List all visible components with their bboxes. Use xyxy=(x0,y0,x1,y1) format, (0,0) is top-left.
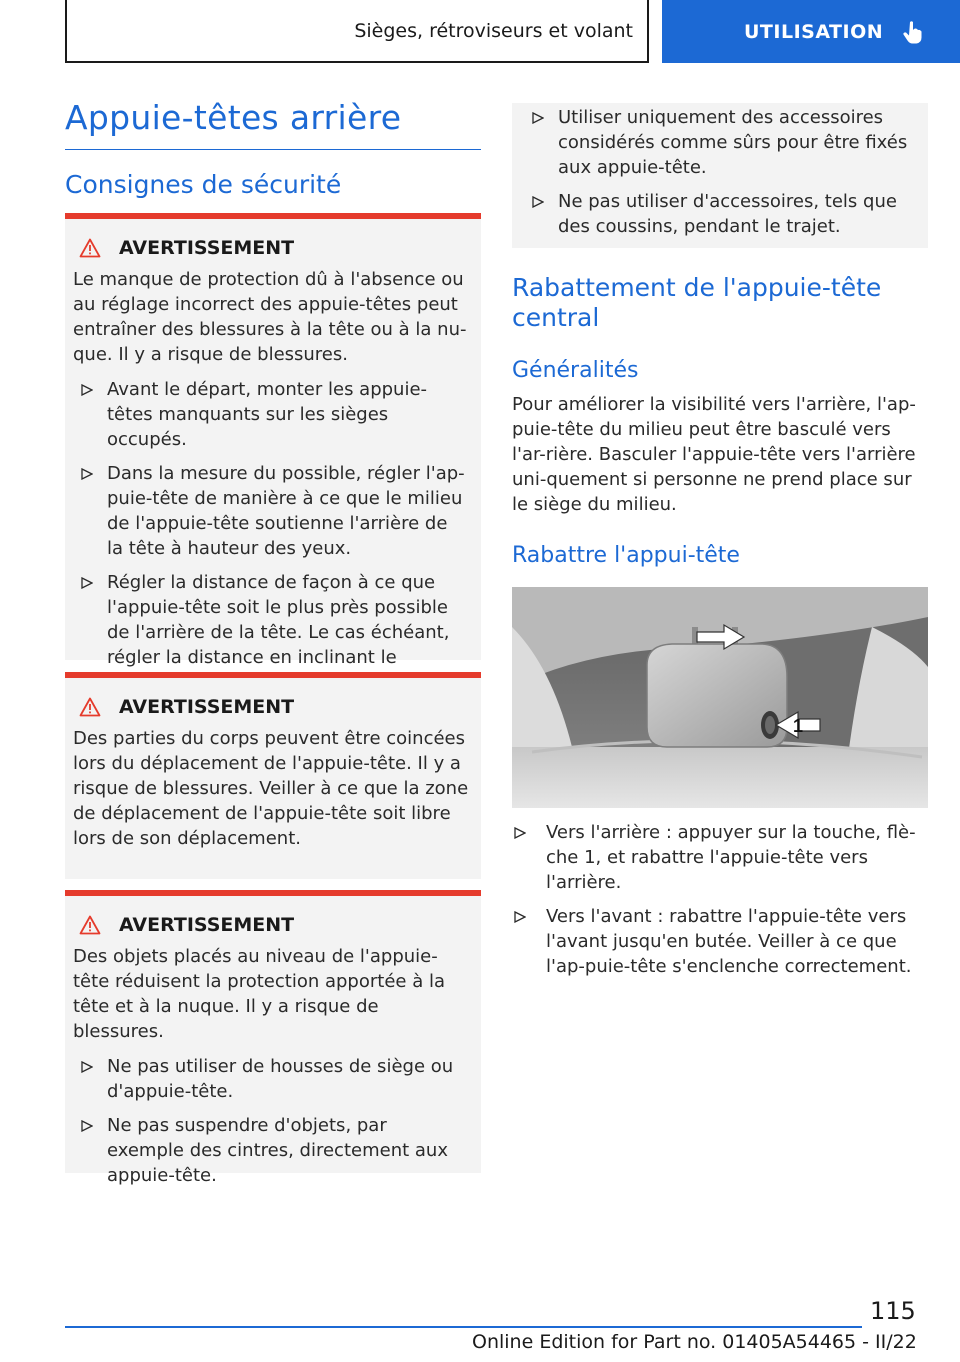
warning-triangle-icon xyxy=(79,915,101,935)
list-item: Utiliser uniquement des accessoires considérés comme sûrs pour être fixés aux appuie-tête. xyxy=(524,105,918,180)
list-item: Régler la distance de façon à ce que l'appuie-tête soit le plus près possible de l'arrière de la tête. Le cas échéant, régler la distance en inclinant le xyxy=(73,570,469,695)
list-item: Vers l'avant : rabattre l'appuie-tête vers l'avant jusqu'en butée. Veiller à ce que l'ap-puie-tête s'enclenche correctement. xyxy=(512,904,928,979)
triangle-bullet-icon xyxy=(81,1120,93,1132)
list-item: Ne pas utiliser d'accessoires, tels que des coussins, pendant le trajet. xyxy=(524,189,918,239)
triangle-bullet-icon xyxy=(514,911,526,923)
callout-label: 1 xyxy=(793,716,804,736)
warning-label: AVERTISSEMENT xyxy=(119,696,295,718)
warning-title xyxy=(73,237,469,259)
warning-triangle-icon xyxy=(79,697,101,717)
triangle-bullet-icon xyxy=(81,577,93,589)
fold-sub-heading: Rabattre l'appui-tête xyxy=(512,543,740,568)
warning-title xyxy=(73,914,469,936)
warning-list xyxy=(524,105,918,239)
page-number: 115 xyxy=(870,1297,916,1325)
warning-box-2 xyxy=(65,672,481,879)
general-heading: Généralités xyxy=(512,358,639,383)
warning-text: Des objets placés au niveau de l'appuie-tête réduisent la protection apportée à la tête et à la nuque. Il y a risque de blessures. xyxy=(73,946,445,1042)
list-item: Vers l'arrière : appuyer sur la touche, flè-che 1, et rabattre l'appuie-tête vers l'arrière. xyxy=(512,820,928,895)
chapter-title: UTILISATION xyxy=(744,20,884,43)
warning-list xyxy=(73,377,469,695)
list-item: Ne pas suspendre d'objets, par exemple des cintres, directement aux appuie-tête. xyxy=(73,1113,469,1188)
headrest-illustration xyxy=(512,587,928,808)
section-header xyxy=(65,0,649,63)
list-item: Avant le départ, monter les appuie-têtes manquants sur les sièges occupés. xyxy=(73,377,469,452)
triangle-bullet-icon xyxy=(514,827,526,839)
triangle-bullet-icon xyxy=(532,112,544,124)
general-text: Pour améliorer la visibilité vers l'arrière, l'ap-puie-tête du milieu peut être basculé vers l'ar-rière. Basculer l'appuie-tête vers l'arrière uni-quement si personne ne prend place sur le siège du milieu. xyxy=(512,394,916,515)
fold-heading: Rabattement de l'appuie-tête central xyxy=(512,273,882,332)
warning-text: Des parties du corps peuvent être coincées lors du déplacement de l'appuie-tête. Il y a risque de blessures. Veiller à ce que la zone de déplacement de l'appuie-tête soit libre lors de son déplacement. xyxy=(73,728,469,849)
list-item: Dans la mesure du possible, régler l'ap-puie-tête de manière à ce que le milieu de l'appuie-tête soutienne l'arrière de la tête à hauteur des yeux. xyxy=(73,461,469,561)
list-item: Ne pas utiliser de housses de siège ou d'appuie-tête. xyxy=(73,1054,469,1104)
hand-pointer-icon xyxy=(903,20,923,44)
warning-triangle-icon xyxy=(79,238,101,258)
safety-heading: Consignes de sécurité xyxy=(65,170,342,199)
warning-continuation-box xyxy=(512,103,928,248)
section-title: Sièges, rétroviseurs et volant xyxy=(354,19,633,42)
warning-label: AVERTISSEMENT xyxy=(119,237,295,259)
warning-label: AVERTISSEMENT xyxy=(119,914,295,936)
page-title: Appuie-têtes arrière xyxy=(65,98,481,150)
warning-title xyxy=(73,696,469,718)
fold-steps xyxy=(512,820,928,988)
chapter-tab[interactable] xyxy=(662,0,960,63)
warning-list xyxy=(73,1054,469,1188)
triangle-bullet-icon xyxy=(81,1061,93,1073)
triangle-bullet-icon xyxy=(532,196,544,208)
edition-text: Online Edition for Part no. 01405A54465 - II/22 xyxy=(472,1331,917,1353)
footer-divider xyxy=(65,1326,862,1328)
warning-box-1 xyxy=(65,213,481,668)
triangle-bullet-icon xyxy=(81,384,93,396)
triangle-bullet-icon xyxy=(81,468,93,480)
warning-text: Le manque de protection dû à l'absence ou au réglage incorrect des appuie-têtes peut entraîner des blessures à la tête ou à la nu-que. Il y a risque de blessures. xyxy=(73,269,467,365)
warning-box-3 xyxy=(65,890,481,1186)
